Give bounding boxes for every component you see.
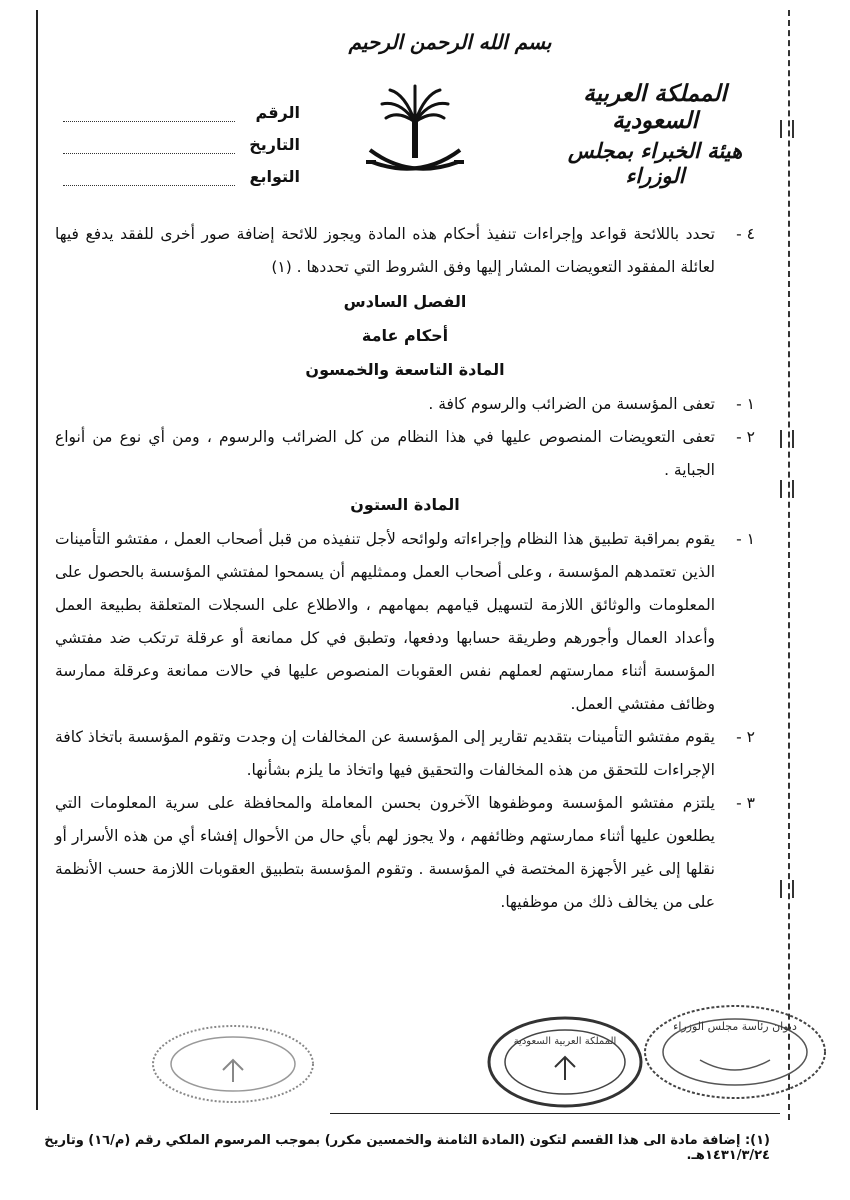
ref-attachments-line: [63, 171, 235, 186]
item-number: ١ -: [736, 395, 755, 413]
list-item: [55, 523, 755, 721]
stamp-right-text: ديوان رئاسة مجلس الوزراء: [673, 1020, 797, 1033]
article-59-title: المادة التاسعة والخمسون: [305, 360, 505, 379]
official-stamp-middle: [485, 1012, 645, 1112]
stamp-middle-text: المملكة العربية السعودية: [513, 1036, 617, 1047]
ref-date-row: [55, 122, 300, 154]
ref-number-row: [55, 90, 300, 122]
list-item: [55, 218, 755, 284]
item-text: تعفى المؤسسة من الضرائب والرسوم كافة .: [428, 395, 715, 413]
border-tick: [780, 880, 794, 898]
ref-date-label: التاريخ: [249, 135, 300, 154]
item-number: ٣ -: [736, 794, 755, 812]
footnote: (١): إضافة مادة الى هذا القسم لتكون (المادة الثامنة والخمسين مكرر) بموجب المرسوم الملكي رقم (م/١٦) وتاريخ ١٤٣١/٣/٢٤هـ.: [44, 1133, 770, 1163]
official-stamp-left: [148, 1022, 318, 1107]
official-stamp-right: [640, 1000, 830, 1105]
item-number: ٤ -: [736, 225, 755, 243]
border-tick: [780, 120, 794, 138]
item-text: تحدد باللائحة قواعد وإجراءات تنفيذ أحكام هذه المادة ويجوز للائحة إضافة صور أخرى للفقد يدفع فيها لعائلة المفقود التعويضات المشار إليها وفق الشروط التي تحددها . (١): [55, 225, 715, 276]
list-item: [55, 388, 755, 421]
item-text: تعفى التعويضات المنصوص عليها في هذا النظام من كل الضرائب والرسوم ، ومن أي نوع من أنواع الجباية .: [55, 428, 715, 479]
chapter-title: الفصل السادس: [343, 292, 467, 311]
item-number: ٢ -: [736, 428, 755, 446]
ref-attachments-label: التوابع: [249, 167, 300, 186]
right-border-line: [788, 10, 790, 1120]
palm-swords-emblem-icon: [360, 80, 470, 190]
list-item: [55, 787, 755, 919]
org-agency: هيئة الخبراء بمجلس الوزراء: [567, 138, 743, 188]
list-item: [55, 721, 755, 787]
article-60-title: المادة الستون: [350, 495, 460, 514]
chapter-subtitle: أحكام عامة: [361, 326, 449, 345]
item-text: يقوم بمراقبة تطبيق هذا النظام وإجراءاته ولوائحه لأجل تنفيذه من قبل أصحاب العمل ، مفتشو التأمينات الذين تعتمدهم المؤسسة ، وعلى أصحاب العمل وممثليهم أن يسمحوا لمفتشي المؤسسة بالحصول على المعلومات والوثائق اللازمة لتسهيل قيامهم بمهامهم ، والاطلاع على السجلات المتعلقة بطبيعة العمل وأعداد العمال وأجورهم وطريقة حسابها ودفعها، وتطبق في كل ممانعة أو عرقلة ترتكب ضد مفتشي المؤسسة أثناء ممارستهم لعملهم نفس العقوبات المنصوص عليها في حالات ممانعة وعرقلة ممارسة وظائف مفتشي العمل.: [55, 530, 715, 713]
ref-date-line: [63, 139, 235, 154]
ref-attachments-row: [55, 154, 300, 186]
item-text: يقوم مفتشو التأمينات بتقديم تقارير إلى المؤسسة عن المخالفات إن وجدت وتقوم المؤسسة باتخاذ كافة الإجراءات للتحقق من هذه المخالفات والتحقيق فيها واتخاذ ما يلزم بشأنها.: [55, 728, 715, 779]
item-number: ١ -: [736, 530, 755, 548]
border-tick: [780, 430, 794, 448]
basmala: بسم الله الرحمن الرحيم: [348, 30, 552, 54]
border-tick: [780, 480, 794, 498]
left-border-line: [36, 10, 38, 1110]
list-item: [55, 421, 755, 487]
ref-number-label: الرقم: [255, 103, 300, 122]
item-number: ٢ -: [736, 728, 755, 746]
footnote-divider: [330, 1113, 780, 1114]
item-text: يلتزم مفتشو المؤسسة وموظفوها الآخرون بحسن المعاملة والمحافظة على سرية المعلومات التي يطلعون عليها أثناء ممارستهم وظائفهم ، ولا يجوز لهم بأي حال من الأحوال إفشاء أي من هذه الأسرار أو نقلها إلى غير الأجهزة المختصة في المؤسسة . وتقوم المؤسسة بتطبيق العقوبات اللازمة حسب الأنظمة على من يخالف ذلك من موظفيها.: [55, 794, 715, 911]
org-country: المملكة العربية السعودية: [583, 80, 727, 134]
ref-number-line: [63, 107, 235, 122]
organization-header: [555, 80, 755, 188]
document-body: [55, 218, 755, 919]
reference-fields: [55, 90, 300, 186]
